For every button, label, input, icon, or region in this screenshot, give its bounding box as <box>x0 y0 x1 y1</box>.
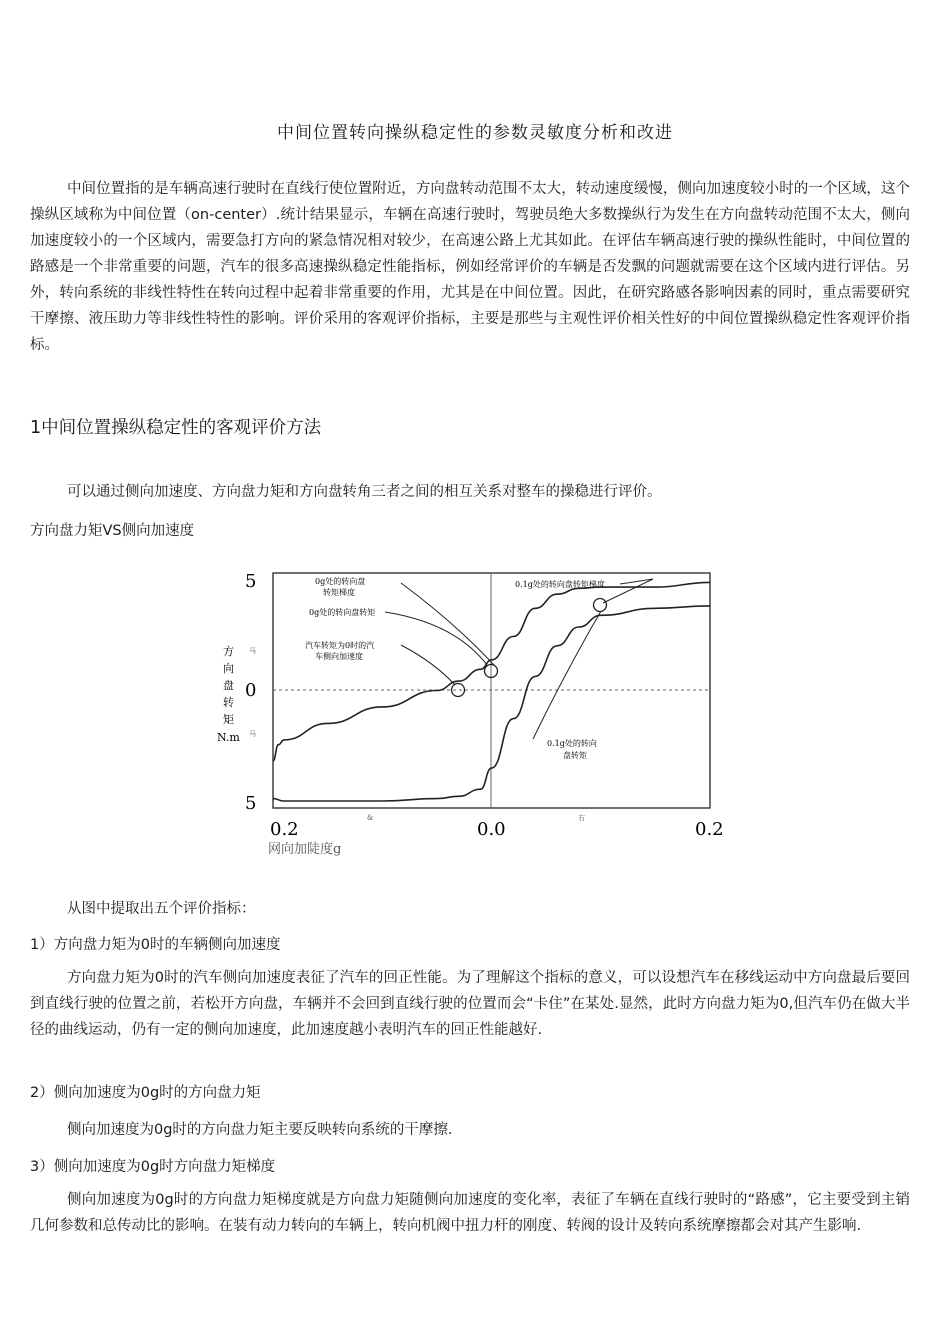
item-3-body: 侧向加速度为0g时的方向盘力矩梯度就是方向盘力矩随侧向加速度的变化率，表征了车辆在直线行驶时的“路感”，它主要受到主销几何参数和总传动比的影响。在装有动力转向的车辆上，转向机阀中扭力杆的刚度、转阀的设计及转向系统摩擦都会对其产生影响. <box>30 1192 910 1234</box>
section-heading: 1中间位置操纵稳定性的客观评价方法 <box>30 418 322 438</box>
small-mark-4: 右 <box>578 814 585 822</box>
page-title: 中间位置转向操纵稳定性的参数灵敏度分析和改进 <box>277 123 673 143</box>
item-2-heading: 2）侧向加速度为0g时的方向盘力矩 <box>30 1085 261 1101</box>
item-1-heading: 1）方向盘力矩为0时的车辆侧向加速度 <box>30 937 281 953</box>
annotation-2: 转矩梯度 <box>323 588 355 597</box>
item-3-heading: 3）侧向加速度为0g时方向盘力矩梯度 <box>30 1159 276 1175</box>
intro-paragraph: 中间位置指的是车辆高速行驶时在直线行使位置附近，方向盘转动范围不太大，转动速度缓慢，侧向加速度较小时的一个区域，这个操纵区域称为中间位置（on-center）.统计结果显示，车辆在高速行驶时，驾驶员绝大多数操纵行为发生在方向盘转动范围不太大，侧向加速度较小的一个区域内，需要急打方向的紧急情况相对较少，在高速公路上尤其如此。在评估车辆高速行驶的操纵性能时，中间位置的路感是一个非常重要的问题，汽车的很多高速操纵稳定性能指标，例如经常评价的车辆是否发飘的问题就需要在这个区域内进行评估。另外，转向系统的非线性特性在转向过程中起着非常重要的作用，尤其是在中间位置。因此，在研究路感各影响因素的同时，重点需要研究干摩擦、液压助力等非线性特性的影响。评价采用的客观评价指标，主要是那些与主观性评价相关性好的中间位置操纵稳定性客观评价指标。 <box>30 181 910 353</box>
small-mark-1: 马 <box>249 647 256 655</box>
small-mark-2: 马 <box>249 730 256 738</box>
x-tick-right: 0.2 <box>695 819 724 840</box>
torque-vs-acceleration-chart <box>215 563 735 863</box>
annotation-1: 0g处的转向盘 <box>315 577 366 586</box>
annotation-5: 车侧向加速度 <box>315 652 363 661</box>
y-unit: N.m <box>217 731 240 744</box>
y-tick-bottom: 5 <box>245 793 257 814</box>
leader-5 <box>533 611 601 739</box>
leader-3 <box>401 645 455 685</box>
annotation-3: 0g处的转向盘转矩 <box>309 608 376 617</box>
y-label-char-1: 方 <box>223 645 234 658</box>
x-label: 网向加陡度g <box>268 842 342 857</box>
x-tick-mid: 0.0 <box>477 819 506 840</box>
item-2-body: 侧向加速度为0g时的方向盘力矩主要反映转向系统的干摩擦. <box>67 1122 453 1138</box>
item-1-body: 方向盘力矩为0时的汽车侧向加速度表征了汽车的回正性能。为了理解这个指标的意义，可以设想汽车在移线运动中方向盘最后要回到直线行驶的位置之前，若松开方向盘，车辆并不会回到直线行驶的位置而会“卡住”在某处.显然，此时方向盘力矩为0,但汽车仍在做大半径的曲线运动，仍有一定的侧向加速度，此加速度越小表明汽车的回正性能越好. <box>30 970 910 1038</box>
y-label-char-3: 盘 <box>223 679 234 692</box>
annotation-6: 0.1g处的转向盘转矩梯度 <box>515 580 605 589</box>
y-label-char-5: 矩 <box>223 713 234 726</box>
chart-svg <box>215 563 735 863</box>
y-tick-top: 5 <box>245 571 257 592</box>
annotation-4: 汽车转矩为0时的汽 <box>305 641 375 650</box>
y-label-char-2: 向 <box>223 662 234 675</box>
figure-caption: 方向盘力矩VS侧向加速度 <box>30 523 195 539</box>
x-tick-left: 0.2 <box>270 819 299 840</box>
section-paragraph: 可以通过侧向加速度、方向盘力矩和方向盘转角三者之间的相互关系对整车的操稳进行评价。 <box>67 484 662 500</box>
y-label-char-4: 转 <box>223 696 234 709</box>
y-tick-mid: 0 <box>245 680 257 701</box>
list-intro: 从图中提取出五个评价指标： <box>67 901 256 917</box>
marker-point-one-g <box>594 599 607 612</box>
leader-4 <box>603 579 653 603</box>
annotation-8: 盘转矩 <box>563 751 587 760</box>
leader-2 <box>385 612 487 665</box>
annotation-7: 0.1g处的转向 <box>547 739 597 748</box>
small-mark-3: & <box>367 814 374 822</box>
